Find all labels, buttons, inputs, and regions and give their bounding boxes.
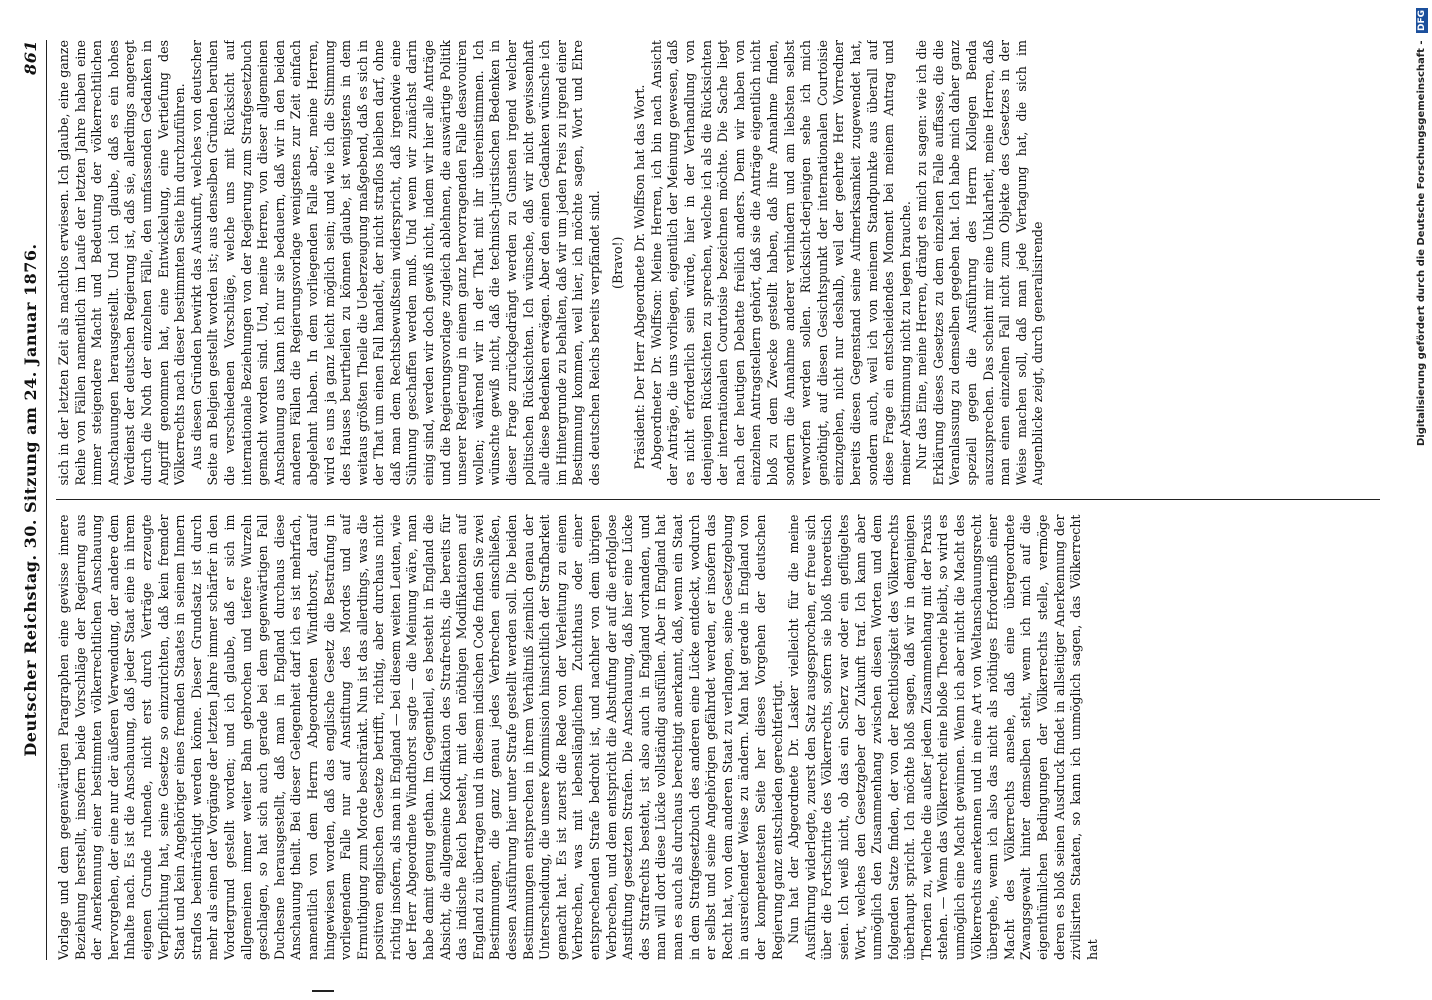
applause-note: (Bravo!)	[609, 236, 625, 289]
dfg-logo: DFG	[1417, 10, 1427, 32]
president-line: Präsident: Der Herr Abgeordnete Dr. Wolffson hat das Wort.	[632, 84, 648, 470]
right-paragraph-1: sich in der letzten Zeit als machtlos erwiesen. Ich glaube, eine ganze Reihe von Fällen namentlich im Laufe der letzten Jahre haben eine immer steigendere Macht und Bedeutung der völkerrechtlichen Anschauungen herausgestellt. Und ich glaube, daß es ein hohes Verdienst der deutschen Regierung ist, daß sie, allerdings angeregt durch die Noth der einzelnen Fälle, den umfassenden Gedanken in Angriff genommen hat, eine Entwickelung, eine Vertiefung des Völkerrechts nach dieser bestimmten Seite hin durchzuführen.	[56, 40, 188, 486]
digitization-credit	[1416, 8, 1430, 992]
running-title: Deutscher Reichstag. 30. Sitzung am 24. Januar 1876.	[20, 243, 40, 757]
left-column	[56, 515, 1380, 961]
left-paragraph-2: Nun hat der Abgeordnete Dr. Lasker vielleicht für die meine Ausführung widerlegte, zuerst den Satz ausgesprochen, er freue sich über die Fortschritte des Völkerrechts, sofern sie bloß theoretisch seien. Ich weiß nicht, ob das ein Scherz war oder ein geflügeltes Wort, welches den Gesetzgeber der Zukunft traf. Ich kann aber unmöglich den Zusammenhang zwischen diesen Worten und dem folgenden Satze finden, der von der Rechtlosigkeit des Völkerrechts überhaupt spricht. Ich möchte bloß sagen, daß wir in demjenigen Theorien zu, welche die außer jedem Zusammenhang mit der Praxis stehen. — Wenn das Völkerrecht eine bloße Theorie bleibt, so wird es unmöglich eine Macht gewinnen. Wenn ich aber nicht die Macht des Völkerrechts anerkennen und in eine Art von Weltanschauungsrecht übergehe, wenn ich also das nicht als nöthiges Erforderniß einer Macht des Völkerrechts ansehe, daß eine übergeordnete Zwangsgewalt hinter demselben steht, wenn ich mich auf die eigenthümlichen Bedingungen der Völkerrechts stelle, vermöge deren es bloß seinen Ausdruck findet in allseitiger Anerkennung der zivilisirten Staaten, so kann ich unmöglich sagen, das Völkerrecht hat	[786, 514, 1100, 960]
right-column	[56, 40, 1380, 486]
right-paragraph-speech: Abgeordneter Dr. Wolffson: Meine Herren, ich bin nach Ansicht der Anträge, die uns vorliegen, eigentlich der Meinung gewesen, daß es nicht erforderlich sein würde, hier in der Verhandlung von denjenigen Rücksichten zu sprechen, welche ich als die Rücksichten der internationalen Courtoisie bezeichnen möchte. Die Sache liegt nach der heutigen Debatte freilich anders. Denn wir haben von einzelnen Antragstellern gehört, daß sie die Anträge eigentlich nicht bloß zu dem Zwecke gestellt haben, daß ihre Annahme finden, sondern die Annahme anderer verhindern und am liebsten selbst verworfen werden sollen. Rücksicht-derjenigen sehe ich mich genöthigt, auf diesen Gesichtspunkt der internationalen Courtoisie einzugehen, nicht nur deshalb, weil der geehrte Herr Vorredner bereits diesen Gegenstand seine Aufmerksamkeit zugewendet hat, sondern auch, weil ich von meinem Standpunkte aus überall auf diese Frage ein entscheidendes Moment bei meinem Antrag und meiner Abstimmung nicht zu legen brauche.	[648, 40, 913, 486]
scan-mark	[312, 990, 334, 992]
column-divider	[56, 500, 1380, 501]
page-number: 861	[20, 40, 40, 75]
left-paragraph-1: Vorlage und dem gegenwärtigen Paragraphen eine gewisse innere Beziehung herstellt, insofern beide Vorschläge der Regierung aus der Anerkennung einer bestimmten völkerrechtlichen Anschauung hervorgehen, der eine nur der äußeren Verwendung, der andere dem Inhalte nach. Es ist die Anschauung, daß jeder Staat eine in ihrem eigenen Grunde ruhende, nicht erst durch Verträge erzeugte Verpflichtung hat, seine Gesetze so einzurichten, daß kein fremder Staat und kein Angehöriger eines fremden Staates in seinem Innern straflos beeinträchtigt werden könne. Dieser Grundsatz ist durch mehr als einen der Vorgänge der letzten Jahre immer schärfer in den Vordergrund gestellt worden; und ich glaube, daß er sich im allgemeinen immer weiter Bahn gebrochen und tiefere Wurzeln geschlagen, so hat sich auch gerade bei dem gegenwärtigen Fall Duchesne herausgestellt, daß man in England durchaus diese Anschauung theilt. Bei dieser Gelegenheit darf ich es ist mehrfach, namentlich von dem Herrn Abgeordneten Windthorst, darauf hingewiesen worden, daß das englische Gesetz die Bestrafung in vorliegendem Falle nur auf Anstiftung des Mordes und auf Ermuthigung zum Morde beschränkt. Nun ist das allerdings, was die positiven englischen Gesetze betrifft, richtig, aber durchaus nicht richtig insofern, als man in England — bei diesem weiten Leuten, wie der Herr Abgeordnete Windthorst sagte — die Meinung wäre, man habe damit genug gethan. Im Gegentheil, es besteht in England die Absicht, die allgemeine Kodifikation des Strafrechts, die bereits für das indische Reich besteht, mit den nöthigen Modifikationen auf England zu übertragen und in diesem indischen Code finden Sie zwei Bestimmungen, die ganz genau jedes Verbrechen einschließen, dessen Ausführung hier unter Strafe gestellt werden soll. Die beiden Bestimmungen entsprechen in ihrem Verhältniß ziemlich genau der Unterscheidung, die unsere Kommission hinsichtlich der Strafbarkeit gemacht hat. Es ist zuerst die Rede von der Verleitung zu einem Verbrechen, was mit lebenslänglichem Zuchthaus oder einer entsprechenden Strafe bedroht ist, und nachher von dem übrigen Verbrechen, und dem entspricht die Abstufung der auf die erfolglose Anstiftung gesetzten Strafen. Die Anschauung, daß hier eine Lücke des Strafrechts besteht, ist also auch in England vorhanden, und man will dort diese Lücke vollständig ausfüllen. Aber in England hat man es auch als durchaus berechtigt anerkannt, daß, wenn ein Staat in dem Strafgesetzbuch des anderen eine Lücke entdeckt, wodurch er selbst und seine Angehörigen gefährdet werden, er insofern das Recht hat, von dem anderen Staat zu verlangen, seine Gesetzgebung in ausreichender Weise zu ändern. Man hat gerade in England von der kompetentesten Seite her dieses Vorgehen der deutschen Regierung ganz entschieden gerechtfertigt.	[56, 514, 785, 960]
credit-text: Digitalisierung gefördert durch die Deutsche Forschungsgemeinschaft -	[1416, 37, 1427, 446]
page-header	[18, 40, 42, 960]
right-paragraph-final: Nur das Eine, meine Herren, drängt es mich zu sagen: wie ich die Erklärung dieses Gesetzes zu dem einzelnen Falle auffasse, die die Veranlassung zu demselben gegeben hat. Ich habe mich daher ganz speziell gegen die Ausführung des Herrn Kollegen Benda auszusprechen. Das scheint mir eine Unklarheit, meine Herren, daß man einen einzelnen Fall nicht zum Objekte des Gesetzes in der Weise machen soll, daß man jede Vertagung hat, die sich im Augenblicke zeigt, durch generalisirende	[914, 40, 1046, 486]
text-columns	[56, 40, 1380, 960]
header-rule	[46, 40, 47, 960]
right-paragraph-2: Aus diesen Gründen bewirkt das Auskunft, welches von deutscher Seite an Belgien gestellt worden ist; aus denselben Gründen beruhen die verschiedenen Vorschläge, welche uns mit Rücksicht auf internationale Beziehungen von der Regierung zum Strafgesetzbuch gemacht worden sind. Und, meine Herren, von dieser allgemeinen Anschauung aus kann ich nur sie bedauern, daß wir in den beiden anderen Fällen die Regierungsvorlage wenigstens zur Zeit einfach abgelehnt haben. In dem vorliegenden Falle aber, meine Herren, wird es uns ja ganz leicht möglich sein; und wie ich die Stimmung des Hauses beurtheilen zu können glaube, ist wenigstens in dem weitaus größten Theile die Ueberzeugung maßgebend, daß es sich in der That um einen Fall handelt, der nicht straflos bleiben darf, ohne daß man dem Rechtsbewußtsein widerspricht, daß irgendwie eine Sühnung geschaffen werden muß. Und wenn wir zunächst darin einig sind, werden wir doch gewiß nicht, indem wir hier alle Anträge und die Regierungsvorlage zugleich ablehnen, die auswärtige Politik unserer Regierung in einem ganz hervorragenden Falle desavouiren wollen; während wir in der That mit ihr übereinstimmen. Ich wünschte gewiß nicht, daß die technisch-juristischen Bedenken in dieser Frage zurückgedrängt werden zu Gunsten irgend welcher politischen Rücksichten. Ich wünsche, daß wir nicht gewissenhaft alle diese Bedenken erwägen. Aber den einen Gedanken wünsche ich im Hintergrunde zu behalten, daß wir um jeden Preis zu irgend einer Bestimmung kommen, weil hier, ich möchte sagen, Wort und Ehre des deutschen Reichs bereits verpfändet sind.	[188, 40, 602, 486]
